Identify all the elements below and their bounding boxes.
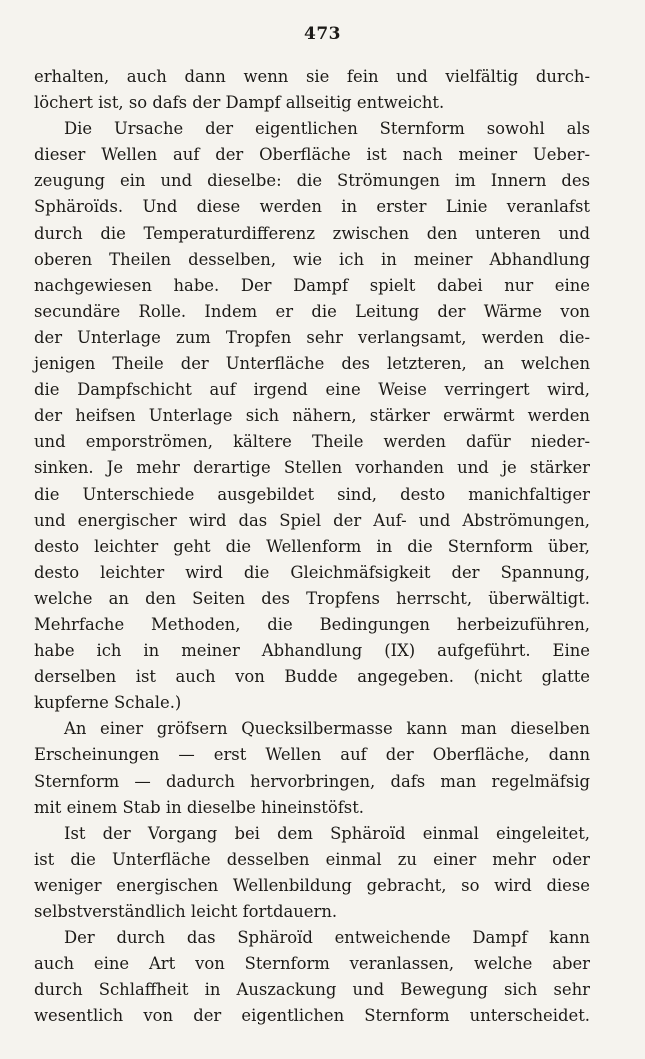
text-line: An einer gröfsern Quecksilbermasse kann man dieselben [64, 719, 590, 739]
text-line: und emporströmen, kältere Theile werden dafür nieder- [34, 432, 590, 452]
text-line: jenigen Theile der Unterfläche des letzteren, an welchen [34, 354, 590, 374]
text-line: die Unterschiede ausgebildet sind, desto manichfaltiger [34, 484, 590, 504]
text-line: durch Schlaffheit in Auszackung und Bewegung sich sehr [34, 980, 590, 1000]
text-line: selbstverständlich leicht fortdauern. [34, 902, 338, 921]
text-line: nachgewiesen habe. Der Dampf spielt dabei nur eine [34, 275, 590, 295]
text-line: und energischer wird das Spiel der Auf- und Abströmungen, [34, 510, 590, 530]
text-line: auch eine Art von Sternform veranlassen, welche aber [34, 954, 590, 974]
text-line: durch die Temperaturdifferenz zwischen den unteren und [34, 223, 590, 243]
text-line: oberen Theilen desselben, wie ich in meiner Abhandlung [34, 249, 590, 269]
text-line: sinken. Je mehr derartige Stellen vorhanden und je stärker [34, 458, 590, 478]
text-line: mit einem Stab in dieselbe hineinstöfst. [34, 797, 365, 817]
text-line: Erscheinungen — erst Wellen auf der Oberfläche, dann [34, 745, 590, 765]
text-line: secundäre Rolle. Indem er die Leitung der Wärme von [34, 301, 590, 321]
text-line: kupferne Schale.) [34, 693, 182, 713]
text-line: desto leichter geht die Wellenform in die Sternform über, [34, 536, 590, 556]
text-line: löchert ist, so dafs der Dampf allseitig entweicht. [34, 93, 445, 113]
text-line: die Dampfschicht auf irgend eine Weise verringert wird, [34, 380, 590, 400]
text-line: der Unterlage zum Tropfen sehr verlangsamt, werden die- [34, 327, 590, 347]
text-line: Die Ursache der eigentlichen Sternform sowohl als [64, 119, 590, 139]
text-line: wesentlich von der eigentlichen Sternform unterscheidet. [34, 1006, 590, 1026]
text-line: Mehrfache Methoden, die Bedingungen herbeizuführen, [34, 614, 590, 634]
text-line: Sphäroïds. Und diese werden in erster Linie veranlafst [34, 197, 590, 217]
body-text [34, 64, 590, 1029]
page-number: 473 [304, 24, 341, 44]
text-line: zeugung ein und dieselbe: die Strömungen im Innern des [34, 171, 590, 191]
text-line: weniger energischen Wellenbildung gebracht, so wird diese [34, 875, 590, 895]
text-line: ist die Unterfläche desselben einmal zu einer mehr oder [34, 849, 590, 869]
text-line: habe ich in meiner Abhandlung (IX) aufgeführt. Eine [34, 641, 590, 661]
text-line: der heifsen Unterlage sich nähern, stärker erwärmt werden [34, 406, 590, 426]
text-line: derselben ist auch von Budde angegeben. (nicht glatte [34, 667, 590, 687]
text-line: Ist der Vorgang bei dem Sphäroïd einmal eingeleitet, [64, 823, 590, 843]
text-line: welche an den Seiten des Tropfens herrscht, überwältigt. [34, 588, 590, 608]
text-line: Sternform — dadurch hervorbringen, dafs man regelmäfsig [34, 771, 590, 791]
text-line: Der durch das Sphäroïd entweichende Dampf kann [64, 928, 590, 948]
text-line: dieser Wellen auf der Oberfläche ist nach meiner Ueber- [34, 145, 590, 165]
text-line: erhalten, auch dann wenn sie fein und vielfältig durch- [34, 67, 590, 86]
text-line: desto leichter wird die Gleichmäfsigkeit der Spannung, [34, 562, 590, 582]
